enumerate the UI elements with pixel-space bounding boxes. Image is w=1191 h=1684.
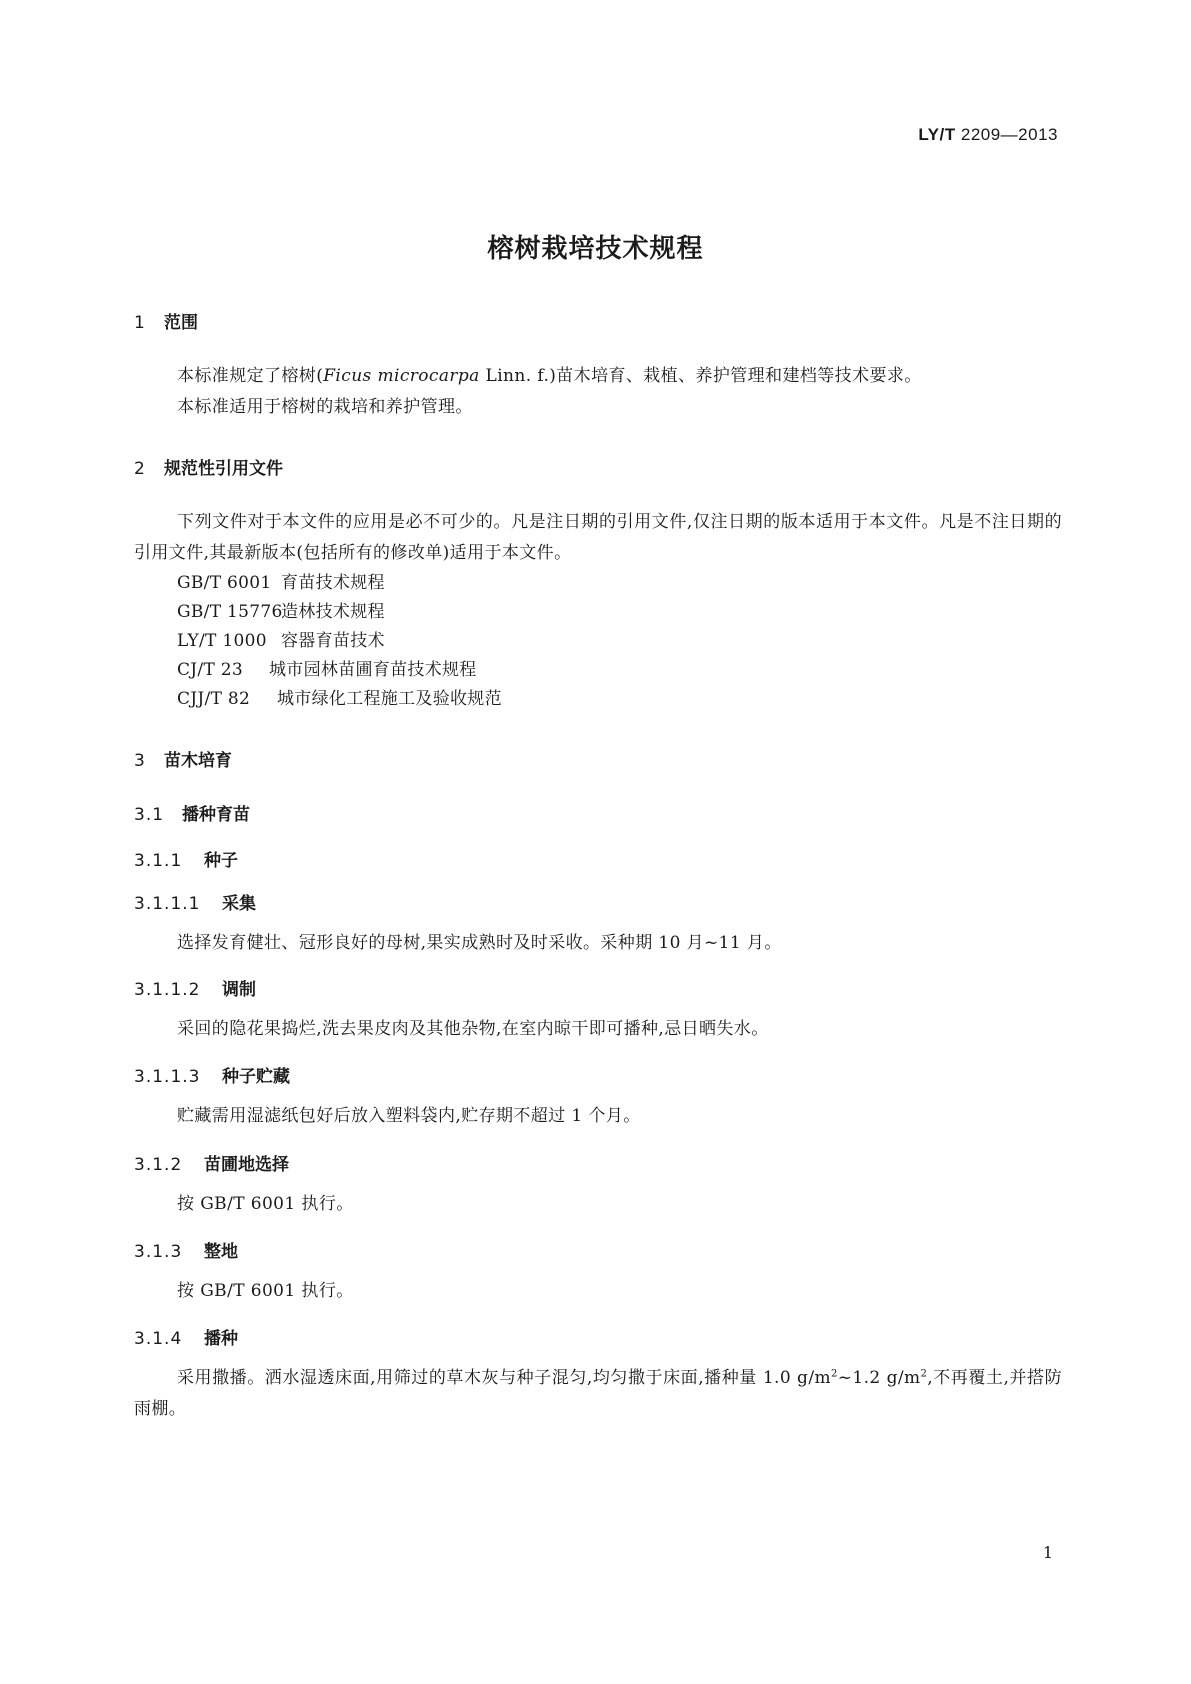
section-3-heading bbox=[134, 746, 232, 771]
page-number: 1 bbox=[1042, 1543, 1053, 1562]
document-title: 榕树栽培技术规程 bbox=[487, 234, 704, 264]
section-3-1-3-heading bbox=[134, 1237, 238, 1262]
reference-item bbox=[177, 597, 385, 628]
section-3-1-1-1-heading bbox=[134, 889, 256, 914]
reference-name: 容器育苗技术 bbox=[281, 631, 385, 651]
reference-code: CJJ/T 82 bbox=[177, 689, 251, 709]
sowing-text: ,不再覆土,并搭防雨棚。 bbox=[134, 1368, 1062, 1419]
section-title: 范围 bbox=[164, 313, 198, 333]
reference-name: 造林技术规程 bbox=[281, 602, 385, 622]
section-title: 种子 bbox=[204, 851, 238, 871]
section-3-1-2-heading bbox=[134, 1150, 289, 1175]
scope-paragraph-2: 本标准适用于榕树的栽培和养护管理。 bbox=[177, 397, 473, 417]
reference-code: LY/T 1000 bbox=[177, 631, 267, 651]
collection-paragraph: 选择发育健壮、冠形良好的母树,果实成熟时及时采收。采种期 10 月~11 月。 bbox=[177, 933, 782, 953]
section-number: 3.1.4 bbox=[134, 1329, 183, 1349]
seed-storage-paragraph: 贮藏需用湿滤纸包好后放入塑料袋内,贮存期不超过 1 个月。 bbox=[177, 1106, 641, 1126]
section-title: 播种 bbox=[204, 1329, 238, 1349]
section-3-1-4-heading bbox=[134, 1324, 238, 1349]
superscript: 2 bbox=[830, 1368, 838, 1380]
standard-code bbox=[918, 125, 1058, 145]
references-intro: 下列文件对于本文件的应用是必不可少的。凡是注日期的引用文件,仅注日期的版本适用于本文件。凡是不注日期的引用文件,其最新版本(包括所有的修改单)适用于本文件。 bbox=[134, 512, 1062, 563]
section-number: 3.1.1 bbox=[134, 851, 183, 871]
section-number: 3.1.3 bbox=[134, 1242, 183, 1262]
reference-name: 城市绿化工程施工及验收规范 bbox=[277, 689, 502, 709]
section-title: 采集 bbox=[222, 894, 256, 914]
standard-code-number: 2209—2013 bbox=[960, 125, 1058, 144]
section-number: 3.1.1.3 bbox=[134, 1067, 201, 1087]
section-3-1-1-2-heading bbox=[134, 975, 256, 1000]
section-title: 规范性引用文件 bbox=[164, 459, 283, 479]
reference-code: GB/T 6001 bbox=[177, 573, 272, 593]
section-1-heading bbox=[134, 308, 198, 333]
section-3-1-1-3-heading bbox=[134, 1062, 290, 1087]
section-2-heading bbox=[134, 454, 283, 479]
reference-name: 城市园林苗圃育苗技术规程 bbox=[269, 660, 477, 680]
reference-code: GB/T 15776 bbox=[177, 602, 283, 622]
reference-name: 育苗技术规程 bbox=[281, 573, 385, 593]
processing-paragraph: 采回的隐花果捣烂,洗去果皮肉及其他杂物,在室内晾干即可播种,忌日晒失水。 bbox=[177, 1019, 769, 1039]
sowing-text: ~1.2 g/m bbox=[837, 1368, 921, 1388]
section-3-1-1-heading bbox=[134, 846, 238, 871]
reference-item bbox=[177, 568, 385, 599]
sowing-text: 采用撒播。洒水湿透床面,用筛过的草木灰与种子混匀,均匀撒于床面,播种量 1.0 g/m bbox=[177, 1368, 831, 1388]
section-number: 2 bbox=[134, 459, 146, 479]
section-title: 种子贮藏 bbox=[222, 1067, 290, 1087]
reference-item bbox=[177, 655, 477, 686]
section-number: 3.1.2 bbox=[134, 1155, 183, 1175]
section-number: 3.1 bbox=[134, 805, 165, 825]
section-title: 苗木培育 bbox=[164, 751, 232, 771]
section-number: 3 bbox=[134, 751, 146, 771]
reference-item bbox=[177, 626, 385, 657]
latin-species-name: Ficus microcarpa bbox=[323, 366, 480, 386]
section-number: 1 bbox=[134, 313, 146, 333]
section-title: 苗圃地选择 bbox=[204, 1155, 289, 1175]
superscript: 2 bbox=[920, 1368, 928, 1380]
reference-code: CJ/T 23 bbox=[177, 660, 244, 680]
reference-item bbox=[177, 684, 502, 715]
scope-text: Linn. f.)苗木培育、栽植、养护管理和建档等技术要求。 bbox=[479, 366, 922, 386]
section-title: 播种育苗 bbox=[182, 805, 250, 825]
soil-preparation-paragraph: 按 GB/T 6001 执行。 bbox=[177, 1281, 354, 1301]
section-number: 3.1.1.2 bbox=[134, 980, 201, 1000]
scope-paragraph-1 bbox=[177, 361, 922, 392]
section-title: 整地 bbox=[204, 1242, 238, 1262]
scope-text: 本标准规定了榕树( bbox=[177, 366, 324, 386]
sowing-paragraph bbox=[134, 1363, 1062, 1425]
section-title: 调制 bbox=[222, 980, 256, 1000]
section-3-1-heading bbox=[134, 800, 250, 825]
section-number: 3.1.1.1 bbox=[134, 894, 201, 914]
nursery-site-paragraph: 按 GB/T 6001 执行。 bbox=[177, 1194, 354, 1214]
standard-code-prefix: LY/T bbox=[918, 125, 956, 144]
